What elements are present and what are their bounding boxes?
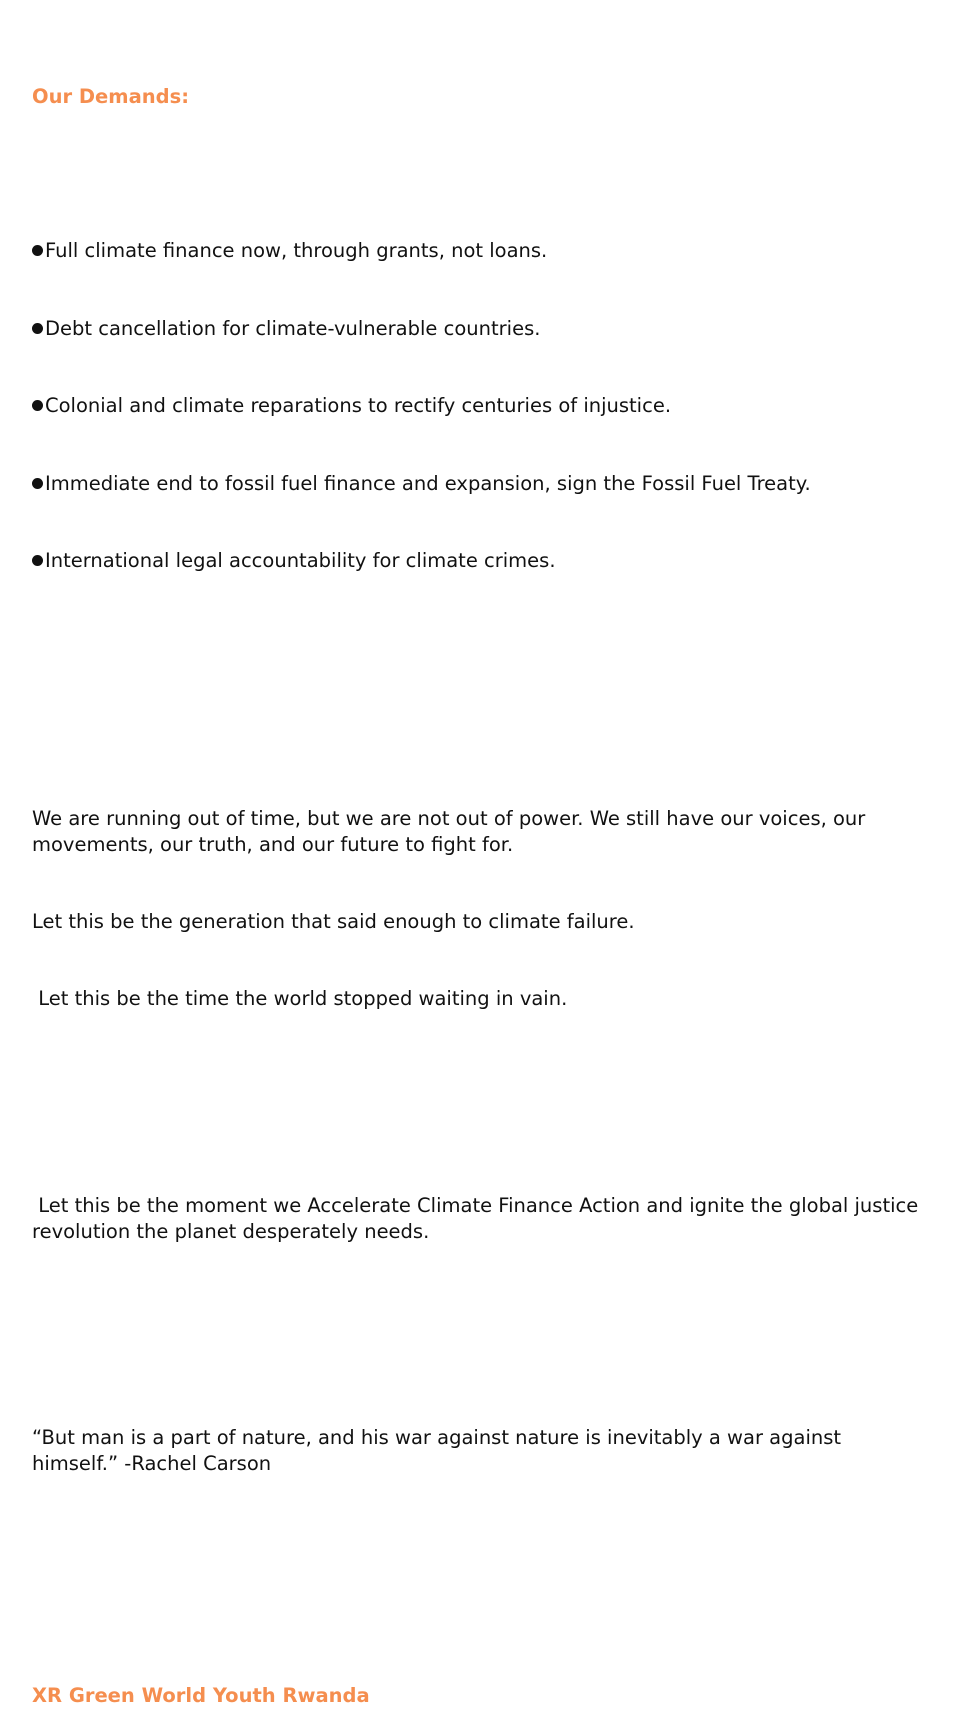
bullet-icon: [32, 478, 43, 489]
demand-text: Colonial and climate reparations to rectify centuries of injustice.: [45, 394, 672, 418]
body-paragraph-1: We are running out of time, but we are not out of power. We still have our voices, our movements, our truth, and our future to fight for.: [32, 806, 872, 856]
spacer: [32, 1322, 932, 1348]
document-page: [32, 32, 932, 1735]
demand-item: [32, 238, 932, 264]
quote: “But man is a part of nature, and his war against nature is inevitably a war against himself.” -Rachel Carson: [32, 1426, 848, 1475]
demands-list: [32, 187, 932, 626]
demand-item: [32, 471, 932, 497]
demand-item: [32, 316, 932, 342]
demand-text: International legal accountability for climate crimes.: [45, 548, 556, 572]
spacer: [32, 1554, 932, 1606]
body-line-3: Let this be the time the world stopped waiting in vain.: [32, 987, 568, 1011]
spacer: [32, 703, 932, 729]
body-paragraph-2: Let this be the moment we Accelerate Climate Finance Action and ignite the global justice revolution the planet desperately needs.: [32, 1193, 925, 1243]
bullet-icon: [32, 323, 43, 334]
spacer: [32, 1090, 932, 1116]
demand-text: Full climate finance now, through grants, not loans.: [45, 239, 548, 263]
body-line-2: Let this be the generation that said enough to climate failure.: [32, 910, 635, 934]
bullet-icon: [32, 245, 43, 256]
signature-org: XR Green World Youth Rwanda: [32, 1684, 370, 1707]
demands-heading: Our Demands:: [32, 84, 189, 108]
bullet-icon: [32, 400, 43, 411]
demand-item: [32, 393, 932, 419]
demand-text: Debt cancellation for climate-vulnerable countries.: [45, 316, 541, 340]
bullet-icon: [32, 555, 43, 566]
demand-text: Immediate end to fossil fuel finance and expansion, sign the Fossil Fuel Treaty.: [45, 471, 811, 495]
demand-item: [32, 548, 932, 574]
